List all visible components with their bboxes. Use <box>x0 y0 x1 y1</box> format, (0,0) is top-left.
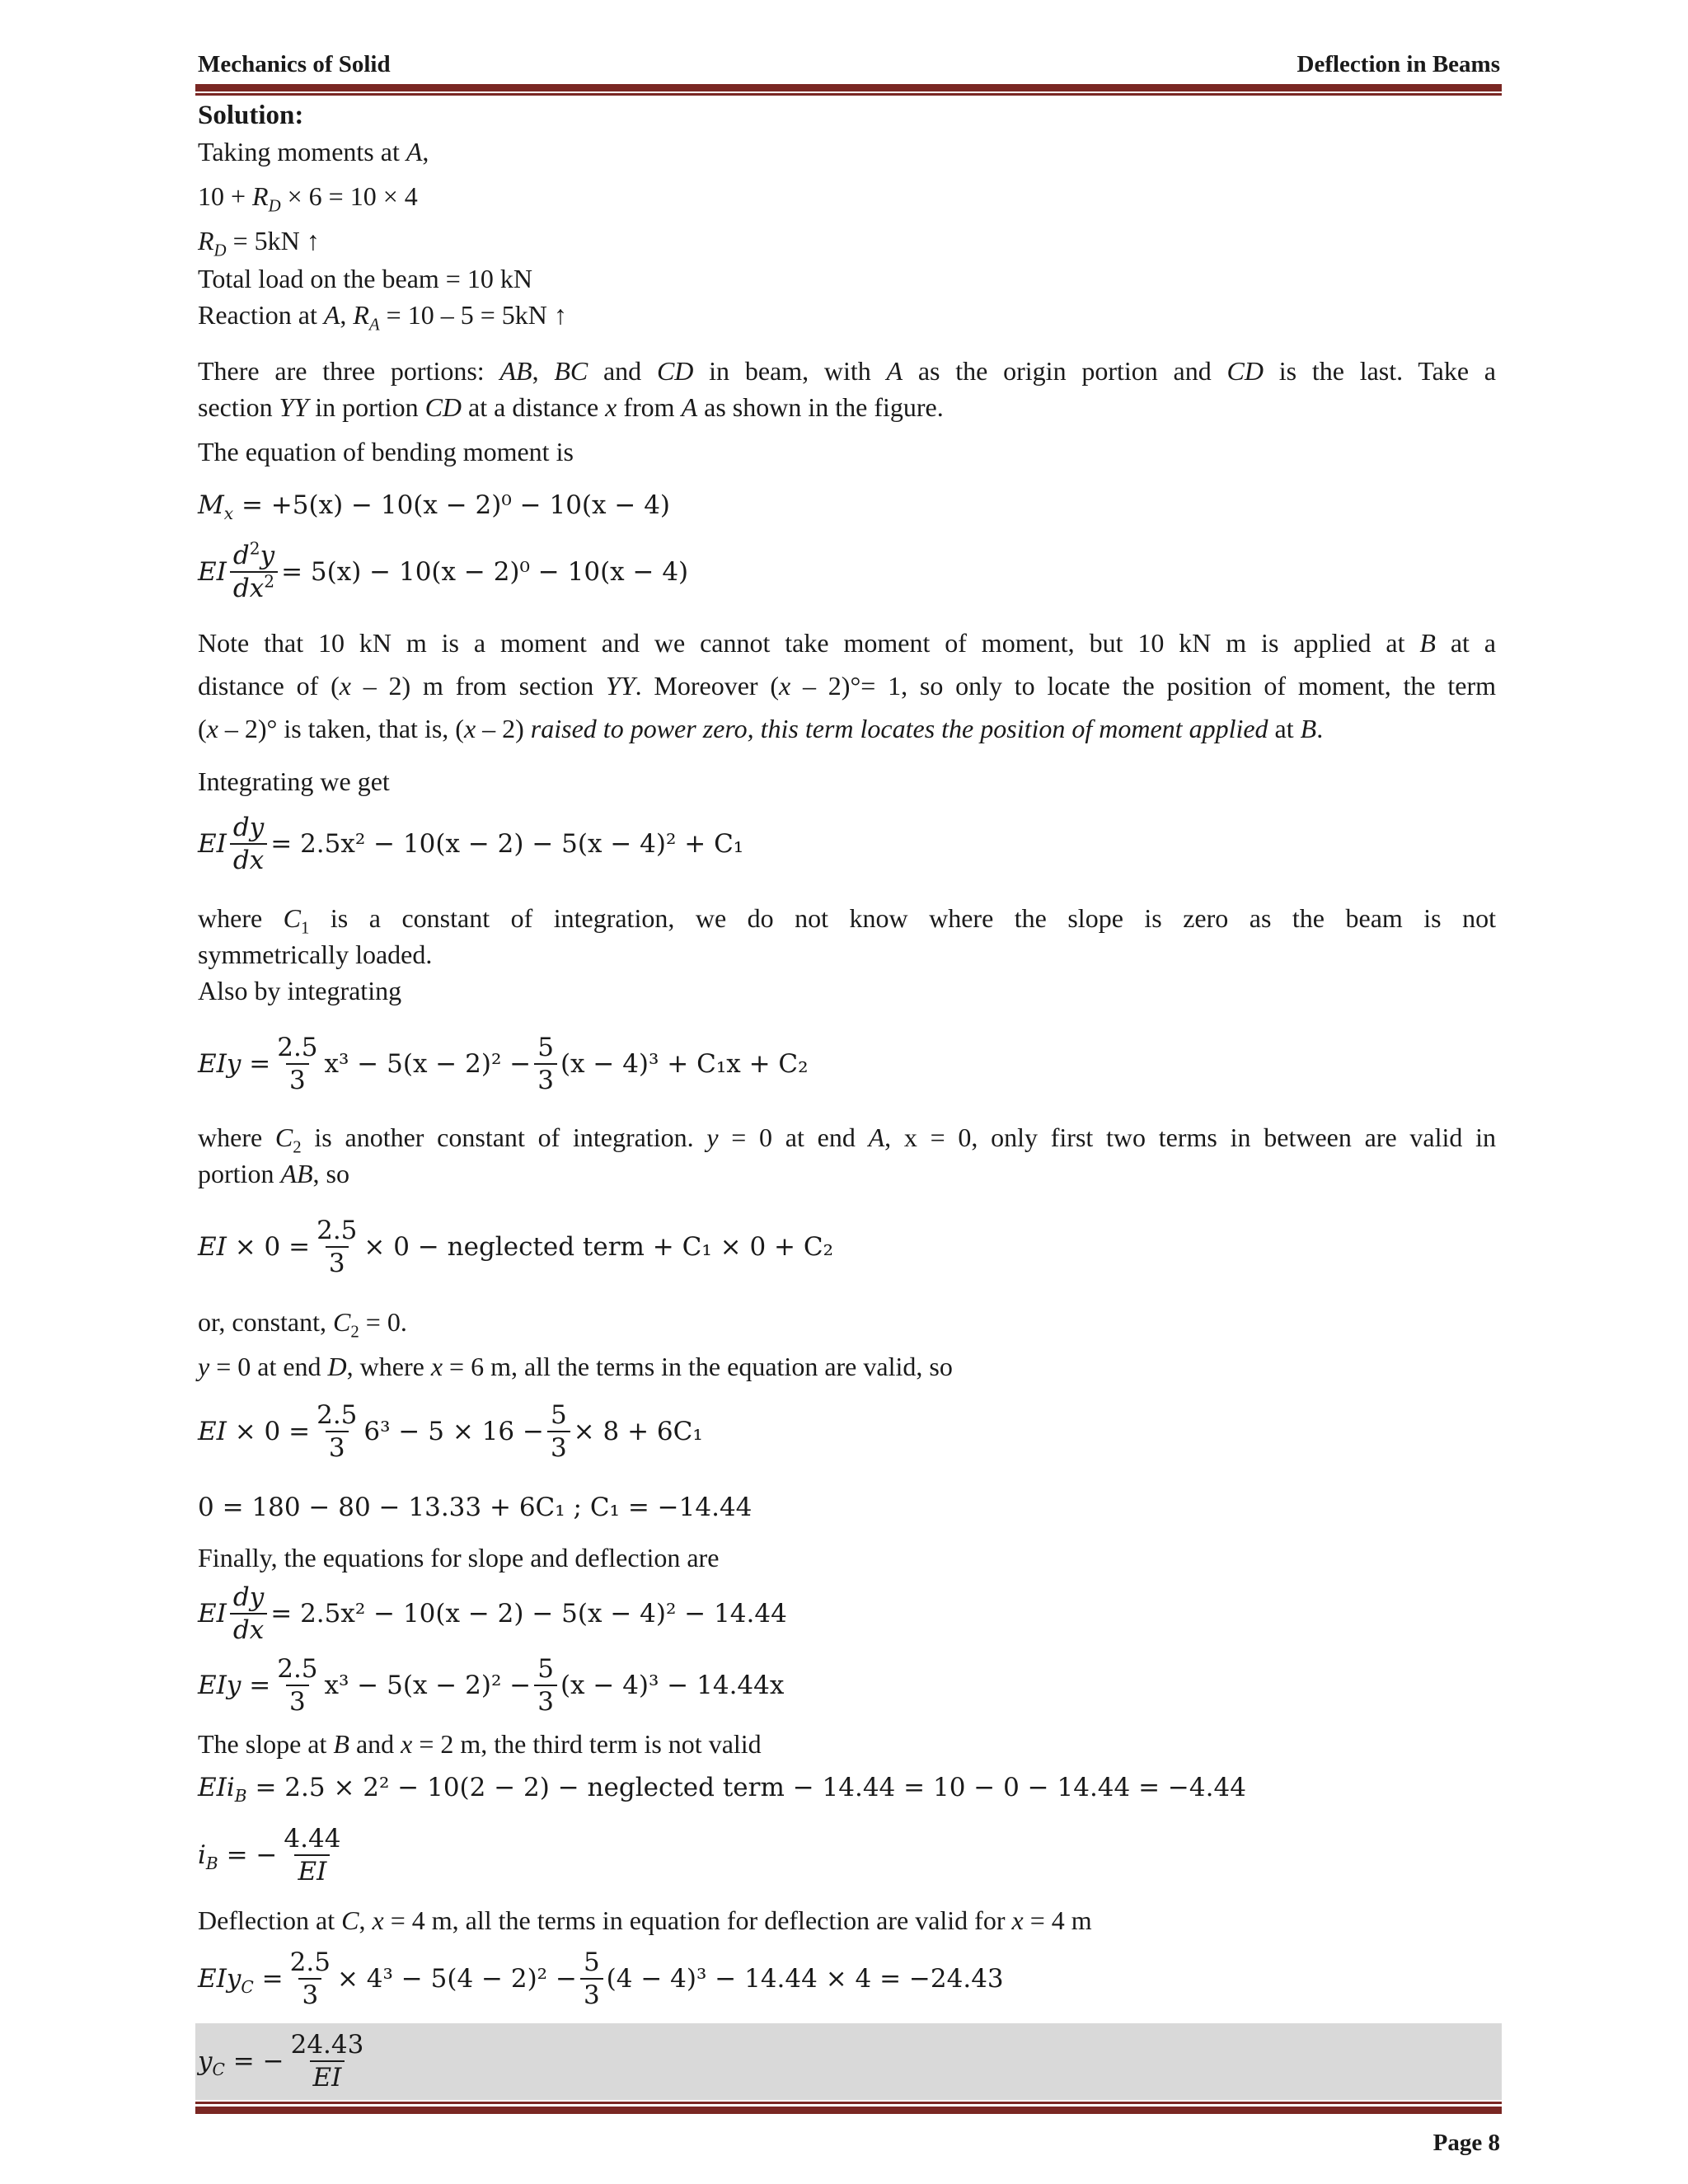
equation-c1-solve: 0 = 180 − 80 − 13.33 + 6C₁ ; C₁ = −14.44 <box>198 1493 753 1522</box>
equation-eiyc: EIy$_C$ = $\frac{2.5}{3}$ × 4³ − 5(4 − 2)² − $\frac{5}{3}$ (4 − 4)³ − 14.44 × 4 = −24.43 <box>198 1947 1004 2010</box>
c2-line-1: where $C_2$ is another constant of integration. y = 0 at end A, x = 0, only first two terms in between are valid in <box>198 1122 1497 1157</box>
c1-line-2: symmetrically loaded. <box>198 940 433 969</box>
header-right-title: Deflection in Beams <box>1296 51 1500 77</box>
text-line: Also by integrating <box>198 976 402 1005</box>
equation-ei-ib: EIi$_B$ = 2.5 × 2² − 10(2 − 2) − neglected term − 14.44 = 10 − 0 − 14.44 = −4.44 <box>198 1773 1246 1807</box>
equation-ib: $i_B$ = − $\frac{4.44}{EI}$ <box>198 1824 341 1886</box>
c1-line-1: where $C_1$ is a constant of integration, we do not know where the slope is zero as the beam is not <box>198 903 1497 938</box>
solution-heading: Solution: <box>198 101 304 130</box>
header-rule-thin <box>195 93 1502 96</box>
equation-yc-result: $y_C$ = − $\frac{24.43}{EI}$ <box>198 2030 364 2093</box>
page-header <box>198 51 1500 84</box>
equation-ei-dy-1: EI $\frac{dy}{dx}$ = 2.5x² − 10(x − 2) − 5(x − 4)² + C₁ <box>198 813 744 875</box>
text-line: $R_D = 5kN$ ↑ <box>198 226 320 260</box>
note-line-1: Note that 10 kN m is a moment and we cannot take moment of moment, but 10 kN m is applied at B at a <box>198 628 1497 658</box>
deflection-c-line: Deflection at C, x = 4 m, all the terms in equation for deflection are valid for x = 4 m <box>198 1905 1092 1935</box>
y0-end-d-line: y = 0 at end D, where x = 6 m, all the terms in the equation are valid, so <box>198 1352 953 1381</box>
note-line-3: (x – 2)° is taken, that is, (x – 2) raised to power zero, this term locates the position of moment applied at B. <box>198 714 1324 743</box>
equation-mx: $M_x$ = +5(x) − 10(x − 2)⁰ − 10(x − 4) <box>198 490 671 524</box>
slope-b-line: The slope at B and x = 2 m, the third term is not valid <box>198 1729 762 1759</box>
text-line: The equation of bending moment is <box>198 437 574 466</box>
result-highlight <box>195 2023 1502 2100</box>
c2-line-2: portion AB, so <box>198 1159 349 1188</box>
text-line: $10 + R_D \times 6 = 10 \times 4$ <box>198 181 418 216</box>
paragraph-portions-cont: section YY in portion CD at a distance x from A as shown in the figure. <box>198 392 944 422</box>
header-left-title: Mechanics of Solid <box>198 51 391 77</box>
text-line: Integrating we get <box>198 766 390 796</box>
text-line: Finally, the equations for slope and deflection are <box>198 1543 720 1572</box>
footer-rule-thick <box>195 2107 1502 2114</box>
equation-ei-dy-2: EI $\frac{dy}{dx}$ = 2.5x² − 10(x − 2) − 5(x − 4)² − 14.44 <box>198 1582 787 1645</box>
note-line-2: distance of (x – 2) m from section YY. Moreover (x – 2)°= 1, so only to locate the position of moment, the term <box>198 671 1497 701</box>
text-line: Taking moments at A, <box>198 137 429 166</box>
equation-ei-x0: EI × 0 = $\frac{2.5}{3}$ × 0 − neglected term + C₁ × 0 + C₂ <box>198 1216 834 1278</box>
equation-ei-d2y: EI $\frac{d^2y}{dx^2}$ = 5(x) − 10(x − 2)⁰ − 10(x − 4) <box>198 538 689 603</box>
equation-eiy-2: EIy = $\frac{2.5}{3}$ x³ − 5(x − 2)² − $\frac{5}{3}$ (x − 4)³ − 14.44x <box>198 1654 785 1717</box>
footer-rule-thin <box>195 2102 1502 2104</box>
text-line: Total load on the beam = 10 kN <box>198 264 532 293</box>
text-line: Reaction at A, $R_A = 10 - 5 = 5kN$ ↑ <box>198 300 567 335</box>
c2-const-line: or, constant, $C_2 = 0$. <box>198 1307 407 1342</box>
page-number: Page 8 <box>1432 2130 1500 2156</box>
paragraph-portions: There are three portions: AB, BC and CD in beam, with A as the origin portion and CD is the last. Take a <box>198 356 1497 386</box>
header-rule-thick <box>195 84 1502 91</box>
equation-ei-x0-d: EI × 0 = $\frac{2.5}{3}$ 6³ − 5 × 16 − $\frac{5}{3}$ × 8 + 6C₁ <box>198 1400 703 1463</box>
equation-eiy-1: EIy = $\frac{2.5}{3}$ x³ − 5(x − 2)² − $\frac{5}{3}$ (x − 4)³ + C₁x + C₂ <box>198 1033 809 1095</box>
